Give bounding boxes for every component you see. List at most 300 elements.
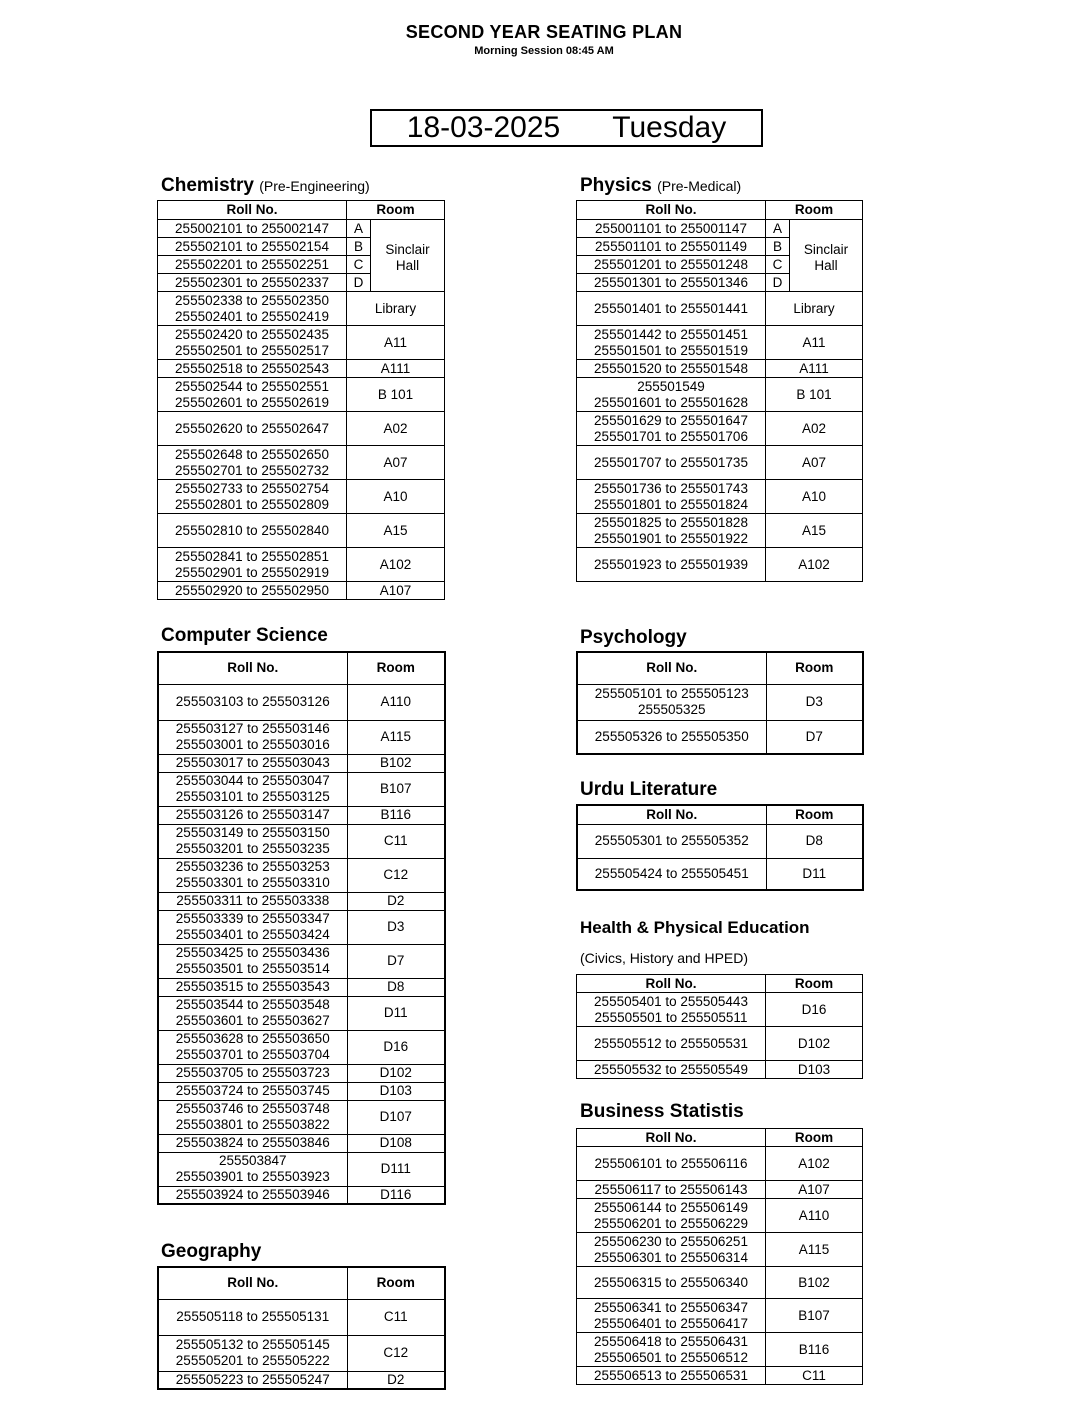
roll-range xyxy=(158,858,347,892)
roll-range xyxy=(158,378,347,412)
table-row xyxy=(158,220,445,238)
table-row xyxy=(158,892,445,910)
roll-range-line: 255503126 to 255503147 xyxy=(175,807,330,822)
table-row xyxy=(158,996,445,1030)
roll-range-line: 255503127 to 255503146 xyxy=(175,721,330,736)
roll-range: 255502301 to 255502337 xyxy=(158,274,347,292)
room-number: D102 xyxy=(347,1064,445,1082)
table-row xyxy=(158,582,445,600)
roll-range xyxy=(577,480,766,514)
table-row xyxy=(158,720,445,754)
table-row xyxy=(158,378,445,412)
psychology-table xyxy=(576,651,864,755)
roll-range xyxy=(158,1064,347,1082)
room-number: B107 xyxy=(766,1299,863,1333)
hall-room-name xyxy=(371,220,445,292)
table-row xyxy=(158,772,445,806)
roll-range-line: 255506201 to 255506229 xyxy=(594,1215,748,1231)
exam-date: 18-03-2025 xyxy=(406,111,561,144)
roll-range-line: 255501629 to 255501647 xyxy=(594,412,748,428)
roll-range-line: 255503628 to 255503650 xyxy=(175,1031,330,1046)
room-number: B107 xyxy=(347,772,445,806)
roll-range-line: 255502901 to 255502919 xyxy=(175,564,329,580)
room-number: A10 xyxy=(766,480,863,514)
roll-range-line: 255502733 to 255502754 xyxy=(175,480,329,496)
roll-range-line: 255503236 to 255503253 xyxy=(175,859,330,874)
chemistry-title xyxy=(161,175,370,197)
roll-range-line: 255506117 to 255506143 xyxy=(594,1181,748,1197)
table-row xyxy=(158,1186,445,1204)
chemistry-title-text: Chemistry xyxy=(161,175,254,196)
table-row xyxy=(577,446,863,480)
roll-range-line: 255503401 to 255503424 xyxy=(175,927,330,942)
roll-no-header: Roll No. xyxy=(158,1267,347,1299)
room-number: D3 xyxy=(347,910,445,944)
room-number: D7 xyxy=(766,720,863,754)
room-header: Room xyxy=(766,975,863,993)
roll-range-line: 255505401 to 255505443 xyxy=(594,993,748,1009)
table-row xyxy=(158,754,445,772)
roll-range-line: 255502648 to 255502650 xyxy=(175,446,329,462)
roll-range xyxy=(577,1061,766,1079)
header-row xyxy=(158,652,445,684)
roll-range xyxy=(158,892,347,910)
roll-range xyxy=(158,1335,347,1371)
table-row xyxy=(577,993,863,1027)
room-number: D7 xyxy=(347,944,445,978)
roll-range xyxy=(577,292,766,326)
table-row xyxy=(577,858,863,890)
page-title: SECOND YEAR SEATING PLAN xyxy=(405,22,683,42)
roll-range-line: 255505501 to 255505511 xyxy=(594,1009,748,1025)
physics-subtitle: (Pre-Medical) xyxy=(657,178,742,194)
room-number: D103 xyxy=(766,1061,863,1079)
room-header: Room xyxy=(766,652,863,684)
table-row xyxy=(158,1082,445,1100)
hall-section-letter: D xyxy=(766,274,790,292)
roll-range xyxy=(158,1371,347,1389)
roll-range-line: 255503301 to 255503310 xyxy=(175,875,330,890)
hall-section-letter: A xyxy=(347,220,371,238)
roll-range xyxy=(577,360,766,378)
header-row xyxy=(577,652,863,684)
hall-section-letter: B xyxy=(766,238,790,256)
roll-no-header: Roll No. xyxy=(158,201,347,220)
header-row xyxy=(158,1267,445,1299)
roll-range xyxy=(158,548,347,582)
room-number: D108 xyxy=(347,1134,445,1152)
table-row xyxy=(577,720,863,754)
table-row xyxy=(158,548,445,582)
roll-range-line: 255503311 to 255503338 xyxy=(176,893,330,908)
roll-range-line: 255502701 to 255502732 xyxy=(175,462,329,478)
roll-range-line: 255503901 to 255503923 xyxy=(175,1169,330,1184)
room-number: B 101 xyxy=(347,378,445,412)
room-number: D16 xyxy=(347,1030,445,1064)
roll-range xyxy=(158,582,347,600)
hall-name-line2: Hall xyxy=(395,257,420,273)
roll-range xyxy=(158,944,347,978)
table-row xyxy=(158,806,445,824)
room-number: D11 xyxy=(347,996,445,1030)
roll-range-line: 255505118 to 255505131 xyxy=(176,1309,330,1324)
roll-range xyxy=(158,824,347,858)
room-number: A11 xyxy=(347,326,445,360)
roll-range-line: 255502601 to 255502619 xyxy=(175,394,329,410)
table-row xyxy=(577,360,863,378)
table-row xyxy=(577,1333,863,1367)
room-number: A15 xyxy=(766,514,863,548)
room-header: Room xyxy=(347,652,445,684)
roll-range-line: 255501901 to 255501922 xyxy=(594,530,748,546)
roll-range-line: 255505532 to 255505549 xyxy=(594,1061,748,1077)
roll-range-line: 255503201 to 255503235 xyxy=(175,841,330,856)
roll-range-line: 255506501 to 255506512 xyxy=(594,1349,748,1365)
roll-range-line: 255502810 to 255502840 xyxy=(175,522,329,538)
roll-no-header: Roll No. xyxy=(158,652,347,684)
roll-range xyxy=(158,292,347,326)
psychology-title: Psychology xyxy=(580,627,687,648)
table-row xyxy=(577,1061,863,1079)
roll-range xyxy=(577,326,766,360)
table-row xyxy=(577,292,863,326)
chemistry-subtitle: (Pre-Engineering) xyxy=(259,178,370,194)
room-number: D8 xyxy=(347,978,445,996)
table-row xyxy=(158,1152,445,1186)
hall-section-letter: D xyxy=(347,274,371,292)
roll-range-line: 255505201 to 255505222 xyxy=(175,1353,330,1368)
roll-range: 255001101 to 255001147 xyxy=(577,220,766,238)
hall-name-line1: Sinclair xyxy=(385,241,430,257)
roll-range-line: 255502544 to 255502551 xyxy=(175,378,329,394)
table-row xyxy=(158,1064,445,1082)
roll-range-line: 255502338 to 255502350 xyxy=(175,292,329,308)
room-number: B 101 xyxy=(766,378,863,412)
urdu-literature-table xyxy=(576,804,864,891)
room-number: D102 xyxy=(766,1027,863,1061)
roll-range-line: 255501520 to 255501548 xyxy=(594,360,748,376)
roll-range xyxy=(158,1082,347,1100)
room-number: A115 xyxy=(766,1233,863,1267)
header-row xyxy=(577,201,863,220)
roll-range-line: 255503339 to 255503347 xyxy=(175,911,330,926)
roll-range xyxy=(577,1181,766,1199)
roll-range-line: 255503701 to 255503704 xyxy=(175,1047,330,1062)
roll-range xyxy=(158,1134,347,1152)
room-number: D8 xyxy=(766,824,863,858)
table-row xyxy=(158,480,445,514)
roll-range xyxy=(158,1030,347,1064)
table-row xyxy=(158,326,445,360)
roll-range-line: 255506513 to 255506531 xyxy=(594,1367,748,1383)
table-row xyxy=(577,684,863,720)
health-pe-table xyxy=(576,974,863,1079)
room-number: A10 xyxy=(347,480,445,514)
roll-range-line: 255503017 to 255503043 xyxy=(175,755,330,770)
table-row xyxy=(577,1027,863,1061)
roll-range-line: 255505132 to 255505145 xyxy=(175,1337,330,1352)
roll-range-line: 255503746 to 255503748 xyxy=(175,1101,330,1116)
room-number: B102 xyxy=(766,1267,863,1299)
roll-range-line: 255502841 to 255502851 xyxy=(175,548,329,564)
roll-range xyxy=(158,754,347,772)
roll-range xyxy=(577,684,766,720)
table-row xyxy=(577,378,863,412)
roll-range-line: 255501601 to 255501628 xyxy=(594,394,748,410)
table-row xyxy=(158,412,445,446)
roll-range-line: 255503425 to 255503436 xyxy=(175,945,330,960)
room-number: A115 xyxy=(347,720,445,754)
roll-range-line: 255505326 to 255505350 xyxy=(594,728,749,744)
table-row xyxy=(158,910,445,944)
roll-range xyxy=(158,1299,347,1335)
table-row xyxy=(158,1335,445,1371)
roll-range xyxy=(577,548,766,582)
roll-range: 255002101 to 255002147 xyxy=(158,220,347,238)
table-row xyxy=(577,1367,863,1385)
room-number: D16 xyxy=(766,993,863,1027)
room-number: A111 xyxy=(347,360,445,378)
roll-range xyxy=(577,993,766,1027)
room-number: A02 xyxy=(347,412,445,446)
roll-range xyxy=(577,446,766,480)
roll-range-line: 255506401 to 255506417 xyxy=(594,1315,748,1331)
exam-day: Tuesday xyxy=(612,111,727,144)
geography-table xyxy=(157,1266,446,1390)
table-row xyxy=(158,1299,445,1335)
roll-range-line: 255505101 to 255505123 xyxy=(594,686,749,701)
roll-range-line: 255506101 to 255506116 xyxy=(594,1155,748,1171)
roll-no-header: Roll No. xyxy=(577,805,766,824)
computer-science-title: Computer Science xyxy=(161,625,328,646)
room-number: A02 xyxy=(766,412,863,446)
roll-range-line: 255503824 to 255503846 xyxy=(175,1135,330,1150)
physics-title-text: Physics xyxy=(580,175,652,196)
room-number: A07 xyxy=(766,446,863,480)
room-number: C11 xyxy=(347,824,445,858)
table-row xyxy=(577,824,863,858)
roll-range-line: 255503149 to 255503150 xyxy=(175,825,330,840)
roll-range: 255502201 to 255502251 xyxy=(158,256,347,274)
table-row xyxy=(577,1181,863,1199)
table-row xyxy=(577,1299,863,1333)
roll-range-line: 255503515 to 255503543 xyxy=(175,979,330,994)
room-number: A07 xyxy=(347,446,445,480)
roll-range-line: 255506230 to 255506251 xyxy=(594,1233,748,1249)
roll-range xyxy=(158,978,347,996)
roll-range-line: 255506315 to 255506340 xyxy=(594,1274,748,1290)
table-row xyxy=(158,292,445,326)
roll-range xyxy=(158,326,347,360)
roll-range-line: 255501701 to 255501706 xyxy=(594,428,748,444)
roll-range-line: 255503101 to 255503125 xyxy=(175,789,330,804)
header-row xyxy=(577,975,863,993)
room-number: D11 xyxy=(766,858,863,890)
room-number: D111 xyxy=(347,1152,445,1186)
roll-range xyxy=(158,514,347,548)
roll-range-line: 255501549 xyxy=(637,378,705,394)
roll-range xyxy=(577,1199,766,1233)
roll-range xyxy=(577,824,766,858)
roll-range xyxy=(577,1147,766,1181)
roll-range-line: 255503724 to 255503745 xyxy=(175,1083,330,1098)
room-number: Library xyxy=(766,292,863,326)
roll-range-line: 255502401 to 255502419 xyxy=(175,308,329,324)
room-number: D107 xyxy=(347,1100,445,1134)
roll-range-line: 255503601 to 255503627 xyxy=(175,1013,330,1028)
hall-section-letter: B xyxy=(347,238,371,256)
health-pe-note: (Civics, History and HPED) xyxy=(580,950,749,966)
roll-range-line: 255506418 to 255506431 xyxy=(594,1333,748,1349)
roll-no-header: Roll No. xyxy=(577,201,766,220)
roll-range-line: 255503103 to 255503126 xyxy=(175,694,330,709)
roll-range: 255501101 to 255501149 xyxy=(577,238,766,256)
date-box xyxy=(370,109,763,147)
roll-range: 255501301 to 255501346 xyxy=(577,274,766,292)
roll-range xyxy=(158,480,347,514)
roll-range xyxy=(158,996,347,1030)
table-row xyxy=(158,360,445,378)
room-number: C11 xyxy=(766,1367,863,1385)
room-number: A107 xyxy=(347,582,445,600)
roll-range-line: 255502801 to 255502809 xyxy=(175,496,329,512)
room-header: Room xyxy=(766,805,863,824)
room-number: A110 xyxy=(766,1199,863,1233)
table-row xyxy=(577,1233,863,1267)
table-row xyxy=(158,1030,445,1064)
roll-range xyxy=(577,1267,766,1299)
roll-range-line: 255501501 to 255501519 xyxy=(594,342,748,358)
table-row xyxy=(577,1147,863,1181)
roll-range-line: 255501801 to 255501824 xyxy=(594,496,748,512)
roll-no-header: Roll No. xyxy=(577,652,766,684)
table-row xyxy=(158,1134,445,1152)
header-row xyxy=(577,1129,863,1147)
table-row xyxy=(158,824,445,858)
roll-range-line: 255502518 to 255502543 xyxy=(175,360,329,376)
health-pe-title: Health & Physical Education xyxy=(580,918,810,937)
roll-range-line: 255501825 to 255501828 xyxy=(594,514,748,530)
room-number: D2 xyxy=(347,892,445,910)
roll-range xyxy=(158,412,347,446)
roll-range-line: 255503001 to 255503016 xyxy=(175,737,330,752)
room-number: D103 xyxy=(347,1082,445,1100)
roll-range-line: 255503544 to 255503548 xyxy=(175,997,330,1012)
roll-range xyxy=(158,360,347,378)
roll-range-line: 255503705 to 255503723 xyxy=(175,1065,330,1080)
roll-range xyxy=(577,514,766,548)
roll-range-line: 255503501 to 255503514 xyxy=(175,961,330,976)
roll-range xyxy=(158,806,347,824)
room-header: Room xyxy=(347,201,445,220)
roll-range-line: 255503847 xyxy=(218,1153,287,1168)
roll-range-line: 255503924 to 255503946 xyxy=(175,1186,330,1202)
roll-range-line: 255503801 to 255503822 xyxy=(175,1117,330,1132)
table-row xyxy=(158,1371,445,1389)
urdu-literature-title: Urdu Literature xyxy=(580,779,718,800)
physics-table xyxy=(576,200,863,582)
roll-range-line: 255505424 to 255505451 xyxy=(594,865,749,881)
table-row xyxy=(158,684,445,720)
table-row xyxy=(577,326,863,360)
roll-range-line: 255506144 to 255506149 xyxy=(594,1199,748,1215)
table-row xyxy=(577,548,863,582)
roll-range xyxy=(577,378,766,412)
room-number: B102 xyxy=(347,754,445,772)
room-number: A107 xyxy=(766,1181,863,1199)
roll-range xyxy=(577,720,766,754)
roll-range xyxy=(577,1333,766,1367)
roll-range-line: 255505325 xyxy=(637,702,706,717)
hall-room-name xyxy=(790,220,863,292)
roll-range xyxy=(158,910,347,944)
room-number: D2 xyxy=(347,1371,445,1389)
table-row xyxy=(158,514,445,548)
chemistry-table xyxy=(157,200,445,600)
roll-range xyxy=(577,1027,766,1061)
roll-range-line: 255501707 to 255501735 xyxy=(594,454,748,470)
table-row xyxy=(577,1267,863,1299)
table-row xyxy=(158,1100,445,1134)
header-row xyxy=(158,201,445,220)
roll-range xyxy=(158,772,347,806)
table-row xyxy=(158,446,445,480)
room-number: C12 xyxy=(347,1335,445,1371)
roll-range-line: 255505301 to 255505352 xyxy=(594,833,749,848)
session-time: Morning Session 08:45 AM xyxy=(474,45,614,57)
roll-range-line: 255502420 to 255502435 xyxy=(175,326,329,342)
roll-range xyxy=(577,1233,766,1267)
hall-section-letter: A xyxy=(766,220,790,238)
roll-range-line: 255502620 to 255502647 xyxy=(175,420,329,436)
hall-section-letter: C xyxy=(766,256,790,274)
room-header: Room xyxy=(347,1267,445,1299)
roll-range xyxy=(158,684,347,720)
roll-range-line: 255502501 to 255502517 xyxy=(175,342,329,358)
roll-range xyxy=(158,1152,347,1186)
roll-range-line: 255505512 to 255505531 xyxy=(594,1035,748,1051)
roll-range-line: 255501736 to 255501743 xyxy=(594,480,748,496)
roll-range xyxy=(158,1186,347,1204)
roll-range xyxy=(158,446,347,480)
roll-range xyxy=(577,412,766,446)
table-row xyxy=(577,220,863,238)
computer-science-table xyxy=(157,651,446,1205)
roll-no-header: Roll No. xyxy=(577,975,766,993)
roll-range-line: 255506301 to 255506314 xyxy=(594,1249,748,1265)
table-row xyxy=(577,514,863,548)
room-number: Library xyxy=(347,292,445,326)
room-number: B116 xyxy=(766,1333,863,1367)
room-number: A102 xyxy=(766,1147,863,1181)
roll-range: 255502101 to 255502154 xyxy=(158,238,347,256)
header-row xyxy=(577,805,863,824)
roll-range-line: 255502920 to 255502950 xyxy=(175,582,329,598)
room-number: A102 xyxy=(347,548,445,582)
table-row xyxy=(577,412,863,446)
room-number: D3 xyxy=(766,684,863,720)
room-number: B116 xyxy=(347,806,445,824)
table-row xyxy=(158,978,445,996)
table-row xyxy=(158,944,445,978)
roll-range xyxy=(577,1299,766,1333)
roll-no-header: Roll No. xyxy=(577,1129,766,1147)
room-number: A15 xyxy=(347,514,445,548)
table-row xyxy=(158,858,445,892)
roll-range xyxy=(577,1367,766,1385)
roll-range: 255501201 to 255501248 xyxy=(577,256,766,274)
hall-name-line2: Hall xyxy=(814,257,838,273)
